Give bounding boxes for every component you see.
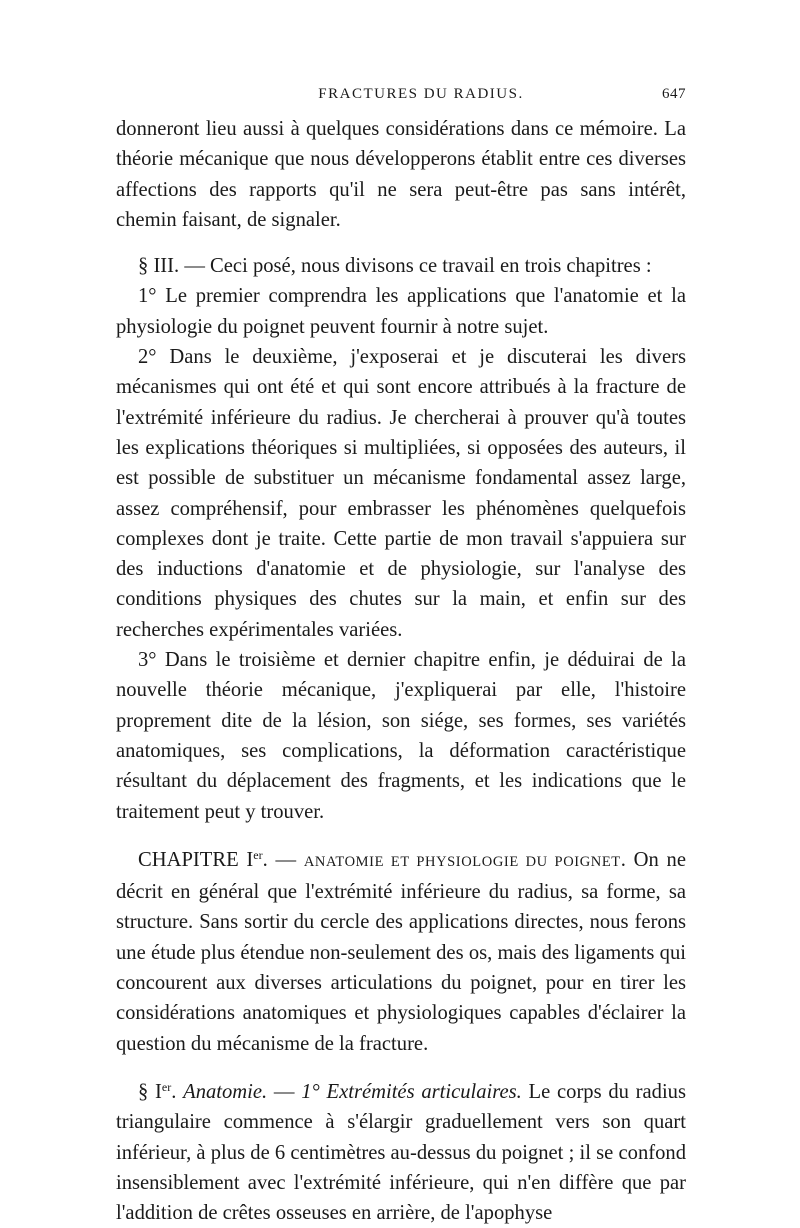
chapter-label-superscript: er	[253, 847, 263, 862]
book-page	[116, 86, 686, 1228]
section-subtitle: 1° Extrémités articulaires.	[301, 1080, 522, 1103]
section-label: § I	[138, 1080, 162, 1103]
running-header	[116, 86, 686, 114]
chapter-title: ANATOMIE ET PHYSIOLOGIE DU POIGNET	[303, 853, 621, 870]
section-title: Anatomie.	[183, 1080, 268, 1103]
section-dot: .	[171, 1080, 184, 1103]
running-title: FRACTURES DU RADIUS.	[318, 86, 524, 102]
section-anatomy-paragraph	[116, 1077, 686, 1228]
section-dash: —	[267, 1080, 302, 1103]
section-text: Le corps du radius triangulaire commence à s'élargir graduellement vers son quart inférieur, à plus de 6 centimètres au-dessus du poignet ; il se confond insensiblement avec l'extrémité inférieure, qui n'en diffère que par l'addition de crêtes osseuses en arrière, de l'apophyse	[116, 1080, 686, 1225]
paragraph-section-iii: § III. — Ceci posé, nous divisons ce travail en trois chapitres :	[138, 255, 652, 278]
chapter-dash: . —	[262, 848, 304, 871]
chapter-one-paragraph	[116, 845, 686, 1059]
section-label-superscript: er	[161, 1079, 172, 1094]
paragraph-chapter-two-plan: 2° Dans le deuxième, j'exposerai et je discuterai les divers mécanismes qui ont été et qui sont encore attribués à la fracture de l'extrémité inférieure du radius. Je chercherai à prouver qu'à toutes les explications théoriques si multipliées, si opposées des auteurs, il est possible de substituer un mécanisme fondamental assez large, assez compréhensif, pour embrasser les phénomènes quelquefois complexes dont je traite. Cette partie de mon travail s'appuiera sur des inductions d'anatomie et de physiologie, sur l'analyse des conditions physiques des chutes sur la main, et enfin sur des recherches expérimentales variées.	[116, 346, 686, 641]
paragraph-intro-continuation: donneront lieu aussi à quelques considérations dans ce mémoire. La théorie mécanique que nous développerons établit entre ces diverses affections des rapports qu'il ne sera peut-être pas sans intérêt, chemin faisant, de signaler.	[116, 118, 686, 231]
paragraph-chapter-three-plan: 3° Dans le troisième et dernier chapitre enfin, je déduirai de la nouvelle théorie mécanique, j'expliquerai par elle, l'histoire proprement dite de la lésion, son siége, ses formes, ses variétés anatomiques, ses complications, la déformation caractéristique résultant du déplacement des fragments, et les indications que le traitement peut y trouver.	[116, 649, 686, 823]
page-number: 647	[662, 86, 686, 102]
paragraph-chapter-one-plan: 1° Le premier comprendra les applications que l'anatomie et la physiologie du poignet peuvent fournir à notre sujet.	[116, 285, 686, 338]
chapter-label: CHAPITRE I	[138, 848, 254, 871]
chapter-text: . On ne décrit en général que l'extrémité inférieure du radius, sa forme, sa structure. Sans sortir du cercle des applications directes, nous ferons une étude plus étendue non-seulement des os, mais des ligaments qui concourent aux diverses articulations du poignet, pour en tirer les considérations anatomiques et physiologiques capables d'éclairer la question du mécanisme de la fracture.	[116, 848, 686, 1055]
